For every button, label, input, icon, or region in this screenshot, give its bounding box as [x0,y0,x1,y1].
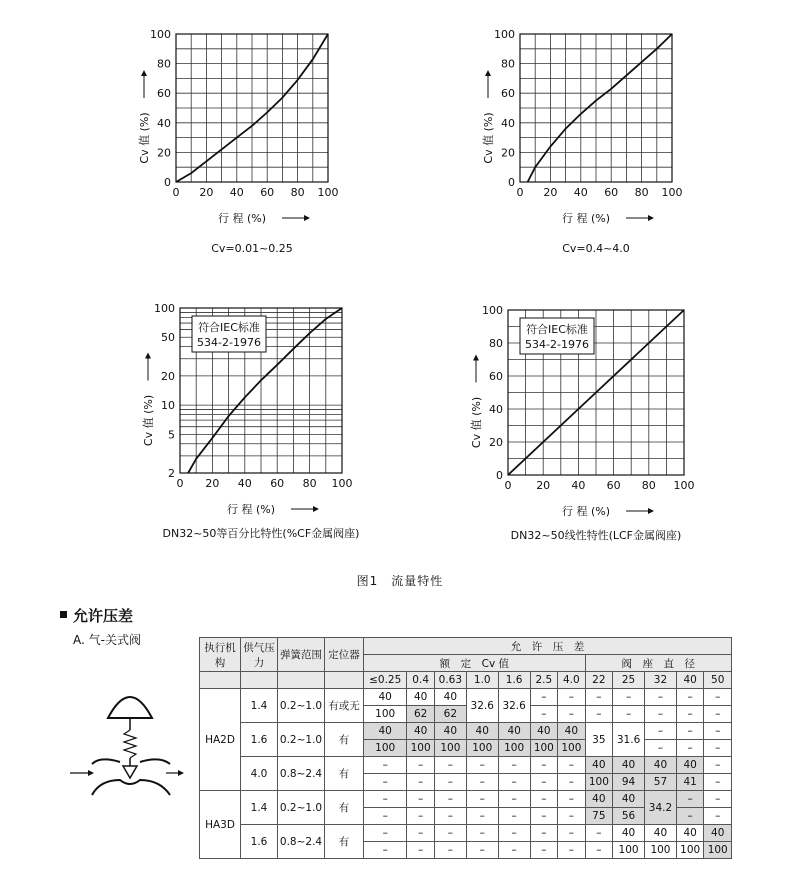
cell-value: – [466,757,498,774]
cell-value: 56 [613,808,645,825]
chart-cv-001-025 [130,22,370,257]
x-tick-label: 40 [571,479,586,492]
cell-value: – [407,808,435,825]
y-tick-label: 0 [508,176,515,189]
cell-value: – [434,791,466,808]
cell-value: – [558,842,586,859]
cell-value: 40 [613,757,645,774]
cell-value: – [434,774,466,791]
cell-positioner: 有或无 [325,689,364,723]
cell-spring: 0.2~1.0 [278,723,325,757]
x-tick-label: 80 [290,186,305,199]
y-tick-label: 80 [157,57,171,71]
header-allowed: 允 许 压 差 [364,638,732,655]
header-spring-blank [278,672,325,689]
cell-value: 40 [466,723,498,740]
cell-value: – [704,723,732,740]
x-tick-label: 0 [176,477,184,490]
cv-col: 1.6 [498,672,530,689]
cell-value: – [530,842,558,859]
section-title [60,605,133,626]
y-axis-arrowhead [141,70,147,76]
x-tick-label: 80 [641,479,656,492]
cell-value: – [530,706,558,723]
cell-positioner: 有 [325,757,364,791]
cell-value: – [585,689,613,706]
cell-value: – [530,757,558,774]
cell-positioner: 有 [325,825,364,859]
dn-col: 25 [613,672,645,689]
cell-actuator: HA2D [200,689,241,791]
cell-value: 75 [585,808,613,825]
cell-value: – [498,842,530,859]
x-tick-label: 100 [317,186,339,199]
cell-value: – [704,774,732,791]
x-tick-label: 100 [331,477,353,490]
cell-value: 40 [364,723,407,740]
cell-value: 57 [645,774,677,791]
cell-value: – [676,791,704,808]
note-text: 符合IEC标准 [198,321,260,334]
y-tick-label: 60 [501,87,515,101]
cv-col: 2.5 [530,672,558,689]
cell-value: 100 [466,740,498,757]
y-tick-label: 100 [494,28,515,41]
cell-value: 40 [585,757,613,774]
cell-value: – [645,706,677,723]
cell-value: – [434,808,466,825]
cell-positioner: 有 [325,723,364,757]
cell-value: – [498,808,530,825]
section-title-text: 允许压差 [73,607,134,625]
cell-value: – [530,825,558,842]
x-tick-label: 40 [237,477,252,490]
y-tick-label: 100 [482,304,503,317]
cell-value: 100 [498,740,530,757]
header-actuator-blank [200,672,241,689]
chart-cv-04-40 [470,22,710,257]
x-tick-label: 20 [543,186,558,199]
x-tick-label: 20 [199,186,214,199]
cell-value: – [466,791,498,808]
cell-value: 100 [364,740,407,757]
cell-value: – [676,808,704,825]
cell-value: – [466,825,498,842]
cell-value: – [407,825,435,842]
cell-value: – [676,689,704,706]
cell-value: – [585,825,613,842]
cell-value: 40 [407,689,435,706]
cell-value: 40 [498,723,530,740]
cell-value: 40 [676,825,704,842]
cell-value: – [364,774,407,791]
cell-value: – [558,808,586,825]
cell-value: 40 [585,791,613,808]
cell-value: 35 [585,723,613,757]
x-axis-arrowhead [648,508,654,514]
cell-value: 40 [407,723,435,740]
cell-value: 100 [645,842,677,859]
note-text: 符合IEC标准 [526,323,588,336]
y-tick-label: 80 [501,57,515,71]
cell-value: 40 [613,791,645,808]
cell-value: – [434,757,466,774]
cv-col: 0.4 [407,672,435,689]
cell-value: 100 [558,740,586,757]
x-tick-label: 60 [606,479,621,492]
y-tick-label: 5 [168,428,175,442]
cell-value: – [364,825,407,842]
dn-col: 22 [585,672,613,689]
y-tick-label: 50 [161,331,175,345]
cell-value: – [498,757,530,774]
dn-col: 40 [676,672,704,689]
y-tick-label: 60 [157,87,171,101]
header-supply: 供气压力 [241,638,278,672]
x-tick-label: 0 [504,479,512,492]
y-tick-label: 40 [489,403,503,416]
header-spring: 弹簧范围 [278,638,325,672]
cell-value: 40 [676,757,704,774]
y-tick-label: 100 [154,302,175,315]
y-tick-label: 20 [161,369,175,383]
cell-value: – [498,791,530,808]
x-tick-label: 100 [673,479,695,492]
x-tick-label: 80 [302,477,317,490]
y-tick-label: 40 [501,116,515,130]
y-tick-label: 20 [157,146,171,160]
header-dn: 阀 座 直 径 [585,655,731,672]
cell-value: – [407,791,435,808]
cell-value: – [645,689,677,706]
note-text: 534-2-1976 [197,336,261,349]
cell-value: 40 [364,689,407,706]
cell-value: – [434,842,466,859]
cell-value: – [530,791,558,808]
cell-value: – [558,791,586,808]
square-bullet-icon [60,611,67,618]
cell-value: – [558,689,586,706]
cell-value: – [676,723,704,740]
cell-value: – [704,706,732,723]
y-axis-arrowhead [485,70,491,76]
cell-value: – [558,706,586,723]
x-tick-label: 40 [573,186,588,199]
note-text: 534-2-1976 [525,338,589,351]
cell-value: 40 [434,723,466,740]
cell-spring: 0.8~2.4 [278,757,325,791]
x-tick-label: 60 [260,186,275,199]
cell-value: 31.6 [613,723,645,757]
cell-value: – [704,689,732,706]
cell-value: – [585,842,613,859]
header-actuator: 执行机构 [200,638,241,672]
cell-value: 100 [434,740,466,757]
cell-value: – [407,842,435,859]
y-tick-label: 100 [150,28,171,41]
cell-value: – [498,825,530,842]
y-tick-label: 40 [157,116,171,130]
cell-value: – [530,774,558,791]
cell-value: – [645,740,677,757]
table-row [200,825,732,842]
cell-supply: 1.4 [241,791,278,825]
cell-supply: 1.4 [241,689,278,723]
cell-spring: 0.2~1.0 [278,791,325,825]
cell-value: – [558,757,586,774]
cell-value: 32.6 [498,689,530,723]
cell-value: – [364,757,407,774]
y-tick-label: 20 [501,146,515,160]
cell-value: – [407,774,435,791]
cell-value: 100 [676,842,704,859]
cell-value: 40 [645,757,677,774]
table-row [200,723,732,740]
x-axis-arrowhead [648,215,654,221]
y-tick-label: 2 [168,467,175,480]
cell-actuator: HA3D [200,791,241,859]
x-axis-arrowhead [304,215,310,221]
header-positioner: 定位器 [325,638,364,672]
cell-value: 100 [530,740,558,757]
cell-value: 34.2 [645,791,677,825]
cell-value: 41 [676,774,704,791]
y-tick-label: 20 [489,436,503,449]
subsection-title: A. 气-关式阀 [73,633,141,647]
x-axis-label: 行 程 (%) [217,212,267,225]
dn-col: 32 [645,672,677,689]
cell-value: – [530,689,558,706]
cell-positioner: 有 [325,791,364,825]
cell-value: – [498,774,530,791]
x-tick-label: 100 [661,186,683,199]
cell-value: – [704,757,732,774]
cell-value: 32.6 [466,689,498,723]
cell-value: 40 [704,825,732,842]
chart-caption: Cv=0.4~4.0 [562,242,630,255]
cell-spring: 0.8~2.4 [278,825,325,859]
cell-value: – [613,689,645,706]
cell-supply: 1.6 [241,825,278,859]
chart-caption: DN32~50等百分比特性(%CF金属阀座) [162,527,360,540]
x-tick-label: 0 [172,186,180,199]
cell-value: 40 [645,825,677,842]
cell-value: 40 [613,825,645,842]
cell-value: – [466,774,498,791]
table-row [200,791,732,808]
cell-spring: 0.2~1.0 [278,689,325,723]
x-tick-label: 20 [205,477,220,490]
cell-value: 40 [434,689,466,706]
cell-value: – [613,706,645,723]
y-tick-label: 0 [496,469,503,482]
header-supply-blank [241,672,278,689]
cell-value: 40 [558,723,586,740]
x-tick-label: 60 [270,477,285,490]
x-axis-arrowhead [313,506,319,512]
cell-value: 100 [407,740,435,757]
cell-value: – [364,808,407,825]
cell-value: – [466,842,498,859]
cell-value: – [645,723,677,740]
chart-equal-percentage [130,296,390,556]
y-axis-label: Cv 值 (%) [482,112,495,164]
x-axis-label: 行 程 (%) [226,503,276,516]
x-tick-label: 40 [229,186,244,199]
cell-value: – [558,774,586,791]
cell-value: – [530,808,558,825]
x-tick-label: 20 [536,479,551,492]
header-cv: 额 定 Cv 值 [364,655,586,672]
cell-value: – [585,706,613,723]
cell-value: 100 [585,774,613,791]
y-axis-arrowhead [145,353,151,359]
y-tick-label: 10 [161,399,175,413]
cell-value: – [704,808,732,825]
cell-value: 100 [704,842,732,859]
y-tick-label: 60 [489,370,503,383]
cell-value: 62 [407,706,435,723]
valve-diagram-icon [70,680,185,810]
figure-caption: 图1 流量特性 [356,574,444,588]
chart-linear [460,296,720,556]
cell-value: – [704,740,732,757]
cell-value: 100 [364,706,407,723]
cell-value: – [676,740,704,757]
cell-value: – [704,791,732,808]
table-row [200,757,732,774]
cv-col: 0.63 [434,672,466,689]
cell-value: – [434,825,466,842]
y-axis-label: Cv 值 (%) [470,396,483,449]
chart-caption: DN32~50线性特性(LCF金属阀座) [510,529,682,542]
y-axis-arrowhead [473,355,479,361]
cell-supply: 1.6 [241,723,278,757]
cell-value: 100 [613,842,645,859]
cell-supply: 4.0 [241,757,278,791]
cell-value: – [364,791,407,808]
cv-col: 4.0 [558,672,586,689]
x-axis-label: 行 程 (%) [561,212,611,225]
cell-value: – [676,706,704,723]
x-tick-label: 80 [634,186,649,199]
table-row [200,689,732,706]
x-tick-label: 0 [516,186,524,199]
y-tick-label: 80 [489,337,503,350]
cell-value: – [364,842,407,859]
y-axis-label: Cv 值 (%) [142,394,155,447]
dn-col: 50 [704,672,732,689]
cv-col: 1.0 [466,672,498,689]
cell-value: 94 [613,774,645,791]
x-axis-label: 行 程 (%) [561,505,611,518]
header-positioner-blank [325,672,364,689]
allowed-pressure-table [199,637,732,859]
cell-value: – [466,808,498,825]
cell-value: 62 [434,706,466,723]
x-tick-label: 60 [604,186,619,199]
cell-value: – [558,825,586,842]
y-tick-label: 0 [164,176,171,189]
cell-value: – [407,757,435,774]
cv-col: ≤0.25 [364,672,407,689]
chart-caption: Cv=0.01~0.25 [211,242,293,255]
cell-value: 40 [530,723,558,740]
y-axis-label: Cv 值 (%) [138,112,151,164]
